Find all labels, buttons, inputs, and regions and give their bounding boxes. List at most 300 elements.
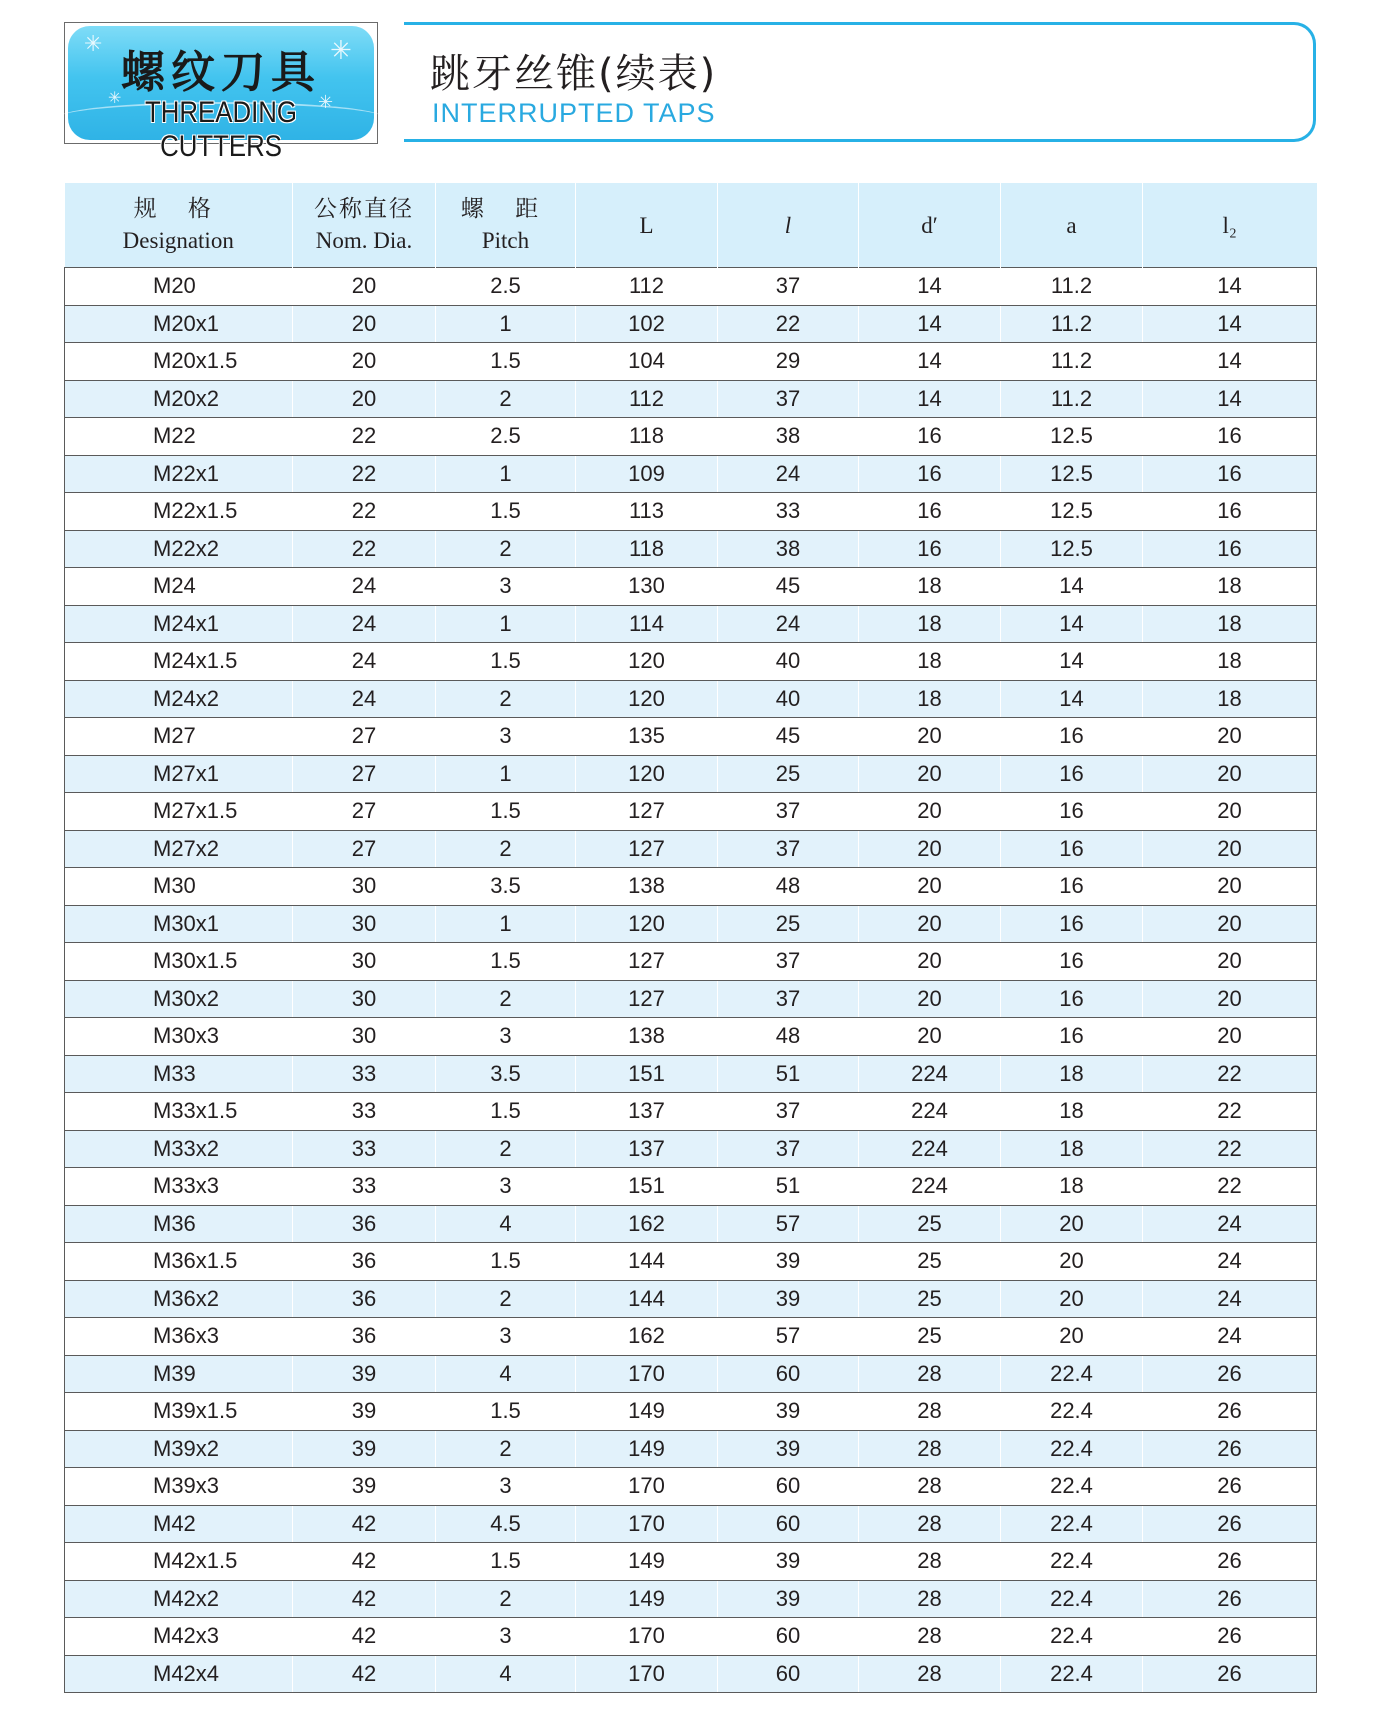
- cell-nom-dia: 30: [293, 868, 436, 906]
- table-row: [65, 1543, 1317, 1581]
- cell-pitch: 1.5: [436, 343, 576, 381]
- cell-length-L: 127: [576, 943, 718, 981]
- cell-thread-length-l: 38: [718, 418, 859, 456]
- cell-designation: M36x1.5: [65, 1243, 293, 1281]
- category-badge: [64, 22, 378, 163]
- cell-thread-length-l: 39: [718, 1430, 859, 1468]
- cell-square-length-l2: 18: [1143, 680, 1317, 718]
- cell-designation: M42x4: [65, 1655, 293, 1693]
- cell-nom-dia: 33: [293, 1130, 436, 1168]
- cell-square-a: 16: [1001, 793, 1143, 831]
- cell-nom-dia: 36: [293, 1205, 436, 1243]
- table-row: [65, 905, 1317, 943]
- cell-shank-dia-d: 25: [859, 1243, 1001, 1281]
- table-row: [65, 1018, 1317, 1056]
- cell-shank-dia-d: 16: [859, 493, 1001, 531]
- cell-pitch: 2: [436, 1130, 576, 1168]
- cell-square-length-l2: 20: [1143, 793, 1317, 831]
- table-row: [65, 493, 1317, 531]
- cell-square-a: 12.5: [1001, 493, 1143, 531]
- cell-nom-dia: 20: [293, 380, 436, 418]
- cell-square-length-l2: 26: [1143, 1543, 1317, 1581]
- cell-square-a: 11.2: [1001, 380, 1143, 418]
- cell-shank-dia-d: 14: [859, 268, 1001, 306]
- cell-pitch: 1.5: [436, 943, 576, 981]
- cell-designation: M20x2: [65, 380, 293, 418]
- table-row: [65, 1580, 1317, 1618]
- cell-length-L: 112: [576, 380, 718, 418]
- cell-designation: M27x2: [65, 830, 293, 868]
- cell-square-length-l2: 16: [1143, 418, 1317, 456]
- cell-shank-dia-d: 18: [859, 680, 1001, 718]
- cell-pitch: 4: [436, 1355, 576, 1393]
- cell-designation: M30x1: [65, 905, 293, 943]
- table-row: [65, 718, 1317, 756]
- cell-pitch: 1.5: [436, 493, 576, 531]
- cell-shank-dia-d: 224: [859, 1055, 1001, 1093]
- cell-designation: M36x2: [65, 1280, 293, 1318]
- cell-pitch: 1.5: [436, 1393, 576, 1431]
- cell-designation: M33: [65, 1055, 293, 1093]
- cell-designation: M20x1.5: [65, 343, 293, 381]
- cell-length-L: 162: [576, 1205, 718, 1243]
- table-row: [65, 380, 1317, 418]
- cell-thread-length-l: 39: [718, 1543, 859, 1581]
- cell-length-L: 130: [576, 568, 718, 606]
- cell-square-a: 22.4: [1001, 1430, 1143, 1468]
- table-row: [65, 1468, 1317, 1506]
- table-row: [65, 1355, 1317, 1393]
- table-row: [65, 1280, 1317, 1318]
- cell-thread-length-l: 37: [718, 1093, 859, 1131]
- table-row: [65, 793, 1317, 831]
- cell-length-L: 149: [576, 1543, 718, 1581]
- table-row: [65, 1168, 1317, 1206]
- cell-square-length-l2: 26: [1143, 1618, 1317, 1656]
- cell-length-L: 127: [576, 830, 718, 868]
- cell-square-length-l2: 18: [1143, 605, 1317, 643]
- cell-square-a: 14: [1001, 643, 1143, 681]
- cell-square-length-l2: 22: [1143, 1093, 1317, 1131]
- sparkle-icon: ✳: [84, 32, 103, 57]
- cell-square-length-l2: 14: [1143, 305, 1317, 343]
- table-row: [65, 418, 1317, 456]
- cell-nom-dia: 24: [293, 680, 436, 718]
- cell-nom-dia: 27: [293, 793, 436, 831]
- cell-shank-dia-d: 20: [859, 793, 1001, 831]
- cell-designation: M33x2: [65, 1130, 293, 1168]
- cell-square-a: 22.4: [1001, 1618, 1143, 1656]
- cell-square-length-l2: 22: [1143, 1168, 1317, 1206]
- cell-shank-dia-d: 224: [859, 1168, 1001, 1206]
- cell-designation: M24x1: [65, 605, 293, 643]
- table-row: [65, 980, 1317, 1018]
- table-row: [65, 943, 1317, 981]
- cell-thread-length-l: 51: [718, 1055, 859, 1093]
- cell-shank-dia-d: 28: [859, 1655, 1001, 1693]
- cell-pitch: 2.5: [436, 418, 576, 456]
- cell-thread-length-l: 60: [718, 1355, 859, 1393]
- cell-nom-dia: 24: [293, 605, 436, 643]
- table-row: [65, 1618, 1317, 1656]
- table-row: [65, 1093, 1317, 1131]
- cell-square-a: 22.4: [1001, 1393, 1143, 1431]
- table-row: [65, 1393, 1317, 1431]
- cell-square-length-l2: 14: [1143, 380, 1317, 418]
- cell-shank-dia-d: 28: [859, 1618, 1001, 1656]
- cell-length-L: 137: [576, 1130, 718, 1168]
- cell-shank-dia-d: 20: [859, 718, 1001, 756]
- cell-pitch: 2: [436, 980, 576, 1018]
- cell-pitch: 3: [436, 568, 576, 606]
- cell-nom-dia: 42: [293, 1580, 436, 1618]
- cell-thread-length-l: 60: [718, 1468, 859, 1506]
- sparkle-icon: ✳: [330, 36, 352, 66]
- cell-thread-length-l: 37: [718, 268, 859, 306]
- cell-square-length-l2: 20: [1143, 905, 1317, 943]
- cell-square-length-l2: 16: [1143, 493, 1317, 531]
- cell-nom-dia: 39: [293, 1393, 436, 1431]
- cell-pitch: 3: [436, 1618, 576, 1656]
- cell-thread-length-l: 39: [718, 1280, 859, 1318]
- cell-pitch: 2.5: [436, 268, 576, 306]
- cell-length-L: 149: [576, 1393, 718, 1431]
- cell-shank-dia-d: 28: [859, 1580, 1001, 1618]
- cell-square-length-l2: 20: [1143, 1018, 1317, 1056]
- cell-designation: M27x1.5: [65, 793, 293, 831]
- cell-shank-dia-d: 18: [859, 643, 1001, 681]
- cell-length-L: 118: [576, 530, 718, 568]
- cell-square-a: 22.4: [1001, 1355, 1143, 1393]
- cell-pitch: 1.5: [436, 1543, 576, 1581]
- cell-square-length-l2: 14: [1143, 268, 1317, 306]
- cell-nom-dia: 36: [293, 1318, 436, 1356]
- cell-length-L: 144: [576, 1243, 718, 1281]
- cell-pitch: 3: [436, 718, 576, 756]
- table-row: [65, 1505, 1317, 1543]
- cell-square-a: 16: [1001, 755, 1143, 793]
- cell-designation: M42x2: [65, 1580, 293, 1618]
- cell-designation: M27: [65, 718, 293, 756]
- cell-pitch: 3: [436, 1168, 576, 1206]
- cell-pitch: 1.5: [436, 793, 576, 831]
- cell-square-length-l2: 16: [1143, 530, 1317, 568]
- cell-designation: M30x1.5: [65, 943, 293, 981]
- cell-square-a: 16: [1001, 980, 1143, 1018]
- cell-length-L: 151: [576, 1168, 718, 1206]
- cell-nom-dia: 24: [293, 568, 436, 606]
- cell-thread-length-l: 40: [718, 643, 859, 681]
- cell-length-L: 109: [576, 455, 718, 493]
- cell-shank-dia-d: 16: [859, 418, 1001, 456]
- table-body: [65, 268, 1317, 1693]
- cell-nom-dia: 22: [293, 455, 436, 493]
- cell-pitch: 4: [436, 1655, 576, 1693]
- header-square-a: a: [1001, 183, 1143, 268]
- spec-table: [64, 183, 1317, 1693]
- cell-length-L: 144: [576, 1280, 718, 1318]
- cell-square-a: 14: [1001, 568, 1143, 606]
- cell-pitch: 2: [436, 530, 576, 568]
- cell-shank-dia-d: 20: [859, 905, 1001, 943]
- cell-nom-dia: 24: [293, 643, 436, 681]
- cell-nom-dia: 39: [293, 1468, 436, 1506]
- cell-nom-dia: 42: [293, 1543, 436, 1581]
- cell-designation: M42: [65, 1505, 293, 1543]
- cell-nom-dia: 42: [293, 1655, 436, 1693]
- cell-thread-length-l: 37: [718, 380, 859, 418]
- cell-designation: M20: [65, 268, 293, 306]
- cell-length-L: 102: [576, 305, 718, 343]
- header-shank-dia-d: d′: [859, 183, 1001, 268]
- cell-square-length-l2: 14: [1143, 343, 1317, 381]
- cell-designation: M39x2: [65, 1430, 293, 1468]
- cell-nom-dia: 27: [293, 830, 436, 868]
- page-title-en: INTERRUPTED TAPS: [432, 98, 716, 128]
- cell-square-length-l2: 20: [1143, 943, 1317, 981]
- cell-square-a: 11.2: [1001, 343, 1143, 381]
- cell-pitch: 1: [436, 905, 576, 943]
- cell-shank-dia-d: 28: [859, 1505, 1001, 1543]
- badge-title-en: THREADING CUTTERS: [145, 96, 297, 163]
- cell-nom-dia: 39: [293, 1430, 436, 1468]
- cell-thread-length-l: 40: [718, 680, 859, 718]
- cell-pitch: 2: [436, 380, 576, 418]
- page-title-cn: 跳牙丝锥(续表): [430, 51, 718, 97]
- cell-thread-length-l: 48: [718, 1018, 859, 1056]
- cell-designation: M30: [65, 868, 293, 906]
- table-row: [65, 643, 1317, 681]
- cell-length-L: 113: [576, 493, 718, 531]
- cell-thread-length-l: 39: [718, 1393, 859, 1431]
- cell-square-length-l2: 26: [1143, 1430, 1317, 1468]
- cell-square-length-l2: 26: [1143, 1580, 1317, 1618]
- cell-length-L: 104: [576, 343, 718, 381]
- cell-thread-length-l: 45: [718, 568, 859, 606]
- cell-designation: M30x2: [65, 980, 293, 1018]
- cell-square-length-l2: 22: [1143, 1130, 1317, 1168]
- cell-length-L: 138: [576, 1018, 718, 1056]
- cell-thread-length-l: 57: [718, 1318, 859, 1356]
- cell-shank-dia-d: 18: [859, 605, 1001, 643]
- cell-shank-dia-d: 25: [859, 1318, 1001, 1356]
- cell-square-a: 12.5: [1001, 455, 1143, 493]
- cell-nom-dia: 22: [293, 493, 436, 531]
- cell-nom-dia: 20: [293, 343, 436, 381]
- cell-shank-dia-d: 20: [859, 943, 1001, 981]
- cell-pitch: 1.5: [436, 643, 576, 681]
- table-row: [65, 868, 1317, 906]
- cell-nom-dia: 33: [293, 1093, 436, 1131]
- cell-square-a: 11.2: [1001, 305, 1143, 343]
- cell-nom-dia: 20: [293, 268, 436, 306]
- cell-square-a: 16: [1001, 718, 1143, 756]
- cell-square-a: 16: [1001, 943, 1143, 981]
- cell-shank-dia-d: 28: [859, 1543, 1001, 1581]
- cell-shank-dia-d: 28: [859, 1393, 1001, 1431]
- cell-length-L: 162: [576, 1318, 718, 1356]
- header-designation: 规 格 Designation: [65, 183, 293, 268]
- cell-shank-dia-d: 20: [859, 755, 1001, 793]
- header-nom-dia: 公称直径 Nom. Dia.: [293, 183, 436, 268]
- cell-shank-dia-d: 14: [859, 380, 1001, 418]
- cell-square-a: 18: [1001, 1130, 1143, 1168]
- cell-shank-dia-d: 14: [859, 343, 1001, 381]
- badge-title-cn: 螺纹刀具: [121, 47, 321, 98]
- cell-square-a: 18: [1001, 1093, 1143, 1131]
- cell-thread-length-l: 33: [718, 493, 859, 531]
- cell-square-length-l2: 16: [1143, 455, 1317, 493]
- cell-nom-dia: 36: [293, 1280, 436, 1318]
- cell-shank-dia-d: 20: [859, 830, 1001, 868]
- cell-pitch: 1.5: [436, 1243, 576, 1281]
- cell-square-a: 22.4: [1001, 1655, 1143, 1693]
- table-row: [65, 680, 1317, 718]
- cell-pitch: 1: [436, 455, 576, 493]
- cell-length-L: 170: [576, 1468, 718, 1506]
- cell-pitch: 2: [436, 1580, 576, 1618]
- cell-designation: M22x1: [65, 455, 293, 493]
- cell-designation: M39x3: [65, 1468, 293, 1506]
- table-row: [65, 455, 1317, 493]
- cell-shank-dia-d: 25: [859, 1280, 1001, 1318]
- table-row: [65, 530, 1317, 568]
- cell-length-L: 137: [576, 1093, 718, 1131]
- cell-shank-dia-d: 20: [859, 868, 1001, 906]
- cell-pitch: 4.5: [436, 1505, 576, 1543]
- cell-square-a: 12.5: [1001, 530, 1143, 568]
- cell-designation: M42x3: [65, 1618, 293, 1656]
- cell-square-length-l2: 20: [1143, 868, 1317, 906]
- cell-square-a: 22.4: [1001, 1543, 1143, 1581]
- cell-length-L: 120: [576, 755, 718, 793]
- cell-square-a: 16: [1001, 868, 1143, 906]
- cell-thread-length-l: 39: [718, 1243, 859, 1281]
- cell-designation: M39: [65, 1355, 293, 1393]
- cell-designation: M36: [65, 1205, 293, 1243]
- cell-designation: M33x1.5: [65, 1093, 293, 1131]
- cell-length-L: 170: [576, 1655, 718, 1693]
- cell-pitch: 3: [436, 1468, 576, 1506]
- cell-square-a: 20: [1001, 1243, 1143, 1281]
- cell-shank-dia-d: 28: [859, 1355, 1001, 1393]
- cell-designation: M30x3: [65, 1018, 293, 1056]
- cell-pitch: 3: [436, 1018, 576, 1056]
- cell-pitch: 2: [436, 830, 576, 868]
- cell-nom-dia: 30: [293, 1018, 436, 1056]
- cell-square-a: 20: [1001, 1280, 1143, 1318]
- cell-pitch: 3: [436, 1318, 576, 1356]
- cell-thread-length-l: 22: [718, 305, 859, 343]
- header-pitch: 螺 距 Pitch: [436, 183, 576, 268]
- cell-square-length-l2: 20: [1143, 755, 1317, 793]
- cell-designation: M24x2: [65, 680, 293, 718]
- table-row: [65, 1130, 1317, 1168]
- cell-thread-length-l: 39: [718, 1580, 859, 1618]
- cell-pitch: 3.5: [436, 868, 576, 906]
- table-row: [65, 1205, 1317, 1243]
- cell-square-a: 16: [1001, 1018, 1143, 1056]
- cell-length-L: 127: [576, 980, 718, 1018]
- table-row: [65, 1318, 1317, 1356]
- cell-pitch: 4: [436, 1205, 576, 1243]
- cell-shank-dia-d: 20: [859, 980, 1001, 1018]
- cell-length-L: 118: [576, 418, 718, 456]
- header-length-L: L: [576, 183, 718, 268]
- cell-designation: M22x1.5: [65, 493, 293, 531]
- cell-square-a: 16: [1001, 830, 1143, 868]
- cell-shank-dia-d: 28: [859, 1430, 1001, 1468]
- cell-thread-length-l: 37: [718, 943, 859, 981]
- cell-length-L: 151: [576, 1055, 718, 1093]
- cell-square-a: 12.5: [1001, 418, 1143, 456]
- cell-pitch: 1: [436, 305, 576, 343]
- cell-designation: M36x3: [65, 1318, 293, 1356]
- table-row: [65, 568, 1317, 606]
- cell-thread-length-l: 37: [718, 980, 859, 1018]
- cell-pitch: 1: [436, 755, 576, 793]
- table-row: [65, 1430, 1317, 1468]
- cell-designation: M20x1: [65, 305, 293, 343]
- cell-nom-dia: 42: [293, 1618, 436, 1656]
- cell-length-L: 114: [576, 605, 718, 643]
- cell-thread-length-l: 37: [718, 793, 859, 831]
- table-row: [65, 343, 1317, 381]
- cell-length-L: 112: [576, 268, 718, 306]
- cell-designation: M42x1.5: [65, 1543, 293, 1581]
- table-row: [65, 305, 1317, 343]
- cell-shank-dia-d: 16: [859, 530, 1001, 568]
- table-row: [65, 268, 1317, 306]
- cell-pitch: 3.5: [436, 1055, 576, 1093]
- cell-square-length-l2: 20: [1143, 980, 1317, 1018]
- cell-square-a: 20: [1001, 1318, 1143, 1356]
- cell-thread-length-l: 51: [718, 1168, 859, 1206]
- cell-nom-dia: 30: [293, 943, 436, 981]
- table-header-row: [65, 183, 1317, 268]
- cell-thread-length-l: 45: [718, 718, 859, 756]
- cell-designation: M22: [65, 418, 293, 456]
- cell-shank-dia-d: 16: [859, 455, 1001, 493]
- table-row: [65, 605, 1317, 643]
- cell-square-a: 22.4: [1001, 1580, 1143, 1618]
- header-square-length-l2: l₂: [1143, 183, 1317, 268]
- cell-square-a: 14: [1001, 680, 1143, 718]
- cell-nom-dia: 27: [293, 755, 436, 793]
- table-row: [65, 1243, 1317, 1281]
- cell-nom-dia: 42: [293, 1505, 436, 1543]
- cell-square-length-l2: 20: [1143, 830, 1317, 868]
- cell-square-a: 18: [1001, 1168, 1143, 1206]
- cell-pitch: 1: [436, 605, 576, 643]
- cell-square-a: 16: [1001, 905, 1143, 943]
- cell-square-length-l2: 26: [1143, 1468, 1317, 1506]
- cell-pitch: 2: [436, 1280, 576, 1318]
- cell-thread-length-l: 37: [718, 1130, 859, 1168]
- cell-length-L: 120: [576, 905, 718, 943]
- cell-shank-dia-d: 25: [859, 1205, 1001, 1243]
- cell-thread-length-l: 24: [718, 455, 859, 493]
- cell-square-length-l2: 24: [1143, 1280, 1317, 1318]
- cell-nom-dia: 36: [293, 1243, 436, 1281]
- cell-square-length-l2: 24: [1143, 1243, 1317, 1281]
- cell-shank-dia-d: 20: [859, 1018, 1001, 1056]
- cell-nom-dia: 39: [293, 1355, 436, 1393]
- cell-shank-dia-d: 14: [859, 305, 1001, 343]
- cell-nom-dia: 33: [293, 1055, 436, 1093]
- cell-designation: M24: [65, 568, 293, 606]
- cell-length-L: 138: [576, 868, 718, 906]
